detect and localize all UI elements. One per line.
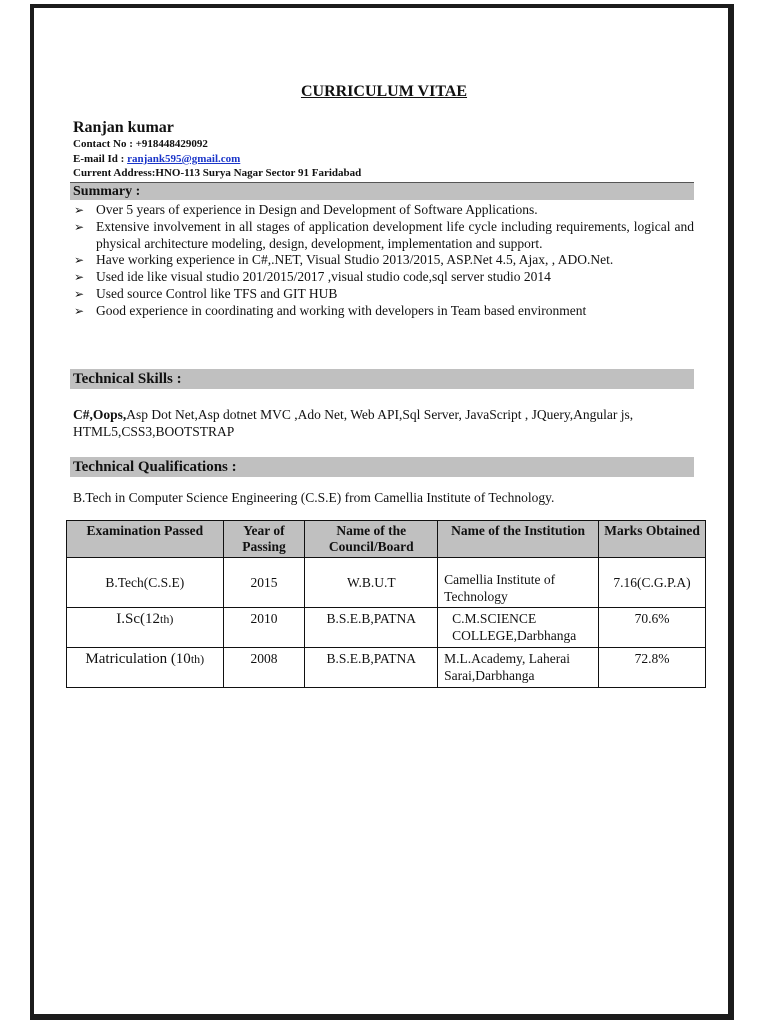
skills-rest: Asp Dot Net,Asp dotnet MVC ,Ado Net, Web API,Sql Server, JavaScript , JQuery,Angular js, HTML5,CSS3,BOOTSTRAP: [73, 407, 634, 439]
summary-list: [74, 202, 694, 320]
skills-text: [73, 406, 693, 440]
summary-heading: Summary :: [70, 182, 694, 200]
list-item: ➢ Have working experience in C#,.NET, Visual Studio 2013/2015, ASP.Net 4.5, Ajax, , ADO.Net.: [74, 252, 614, 268]
table-row: [67, 558, 706, 608]
skills-heading: Technical Skills :: [70, 369, 694, 389]
table-row: [67, 608, 706, 648]
arrow-bullet-icon: ➢: [74, 270, 85, 285]
contact-line: [73, 138, 208, 150]
email-label: E-mail Id :: [73, 153, 128, 165]
marks-cell: 72.8%: [599, 648, 706, 688]
list-item: ➢ Good experience in coordinating and working with developers in Team based environment: [74, 302, 587, 318]
exam-cell: B.Tech(C.S.E): [67, 558, 224, 608]
skills-bold-part: C#,Oops,: [73, 407, 127, 422]
board-cell: W.B.U.T: [305, 558, 438, 608]
address-value: HNO-113 Surya Nagar Sector 91 Faridabad: [155, 167, 362, 179]
institution-cell: C.M.SCIENCE COLLEGE,Darbhanga: [438, 608, 599, 648]
email-line: [73, 153, 240, 165]
arrow-bullet-icon: ➢: [74, 286, 85, 301]
document-title: CURRICULUM VITAE: [300, 83, 468, 100]
list-item: ➢ Extensive involvement in all stages of application development life cycle including requirements, logical and physical architecture modeling, design, development, implementation and support.: [74, 218, 694, 251]
list-item: ➢ Used source Control like TFS and GIT HUB: [74, 285, 338, 301]
year-cell: 2008: [223, 648, 305, 688]
arrow-bullet-icon: ➢: [74, 219, 85, 234]
table-row: [67, 648, 706, 688]
contact-value: +918448429092: [135, 138, 208, 150]
address-line: [73, 167, 361, 179]
contact-label: Contact No :: [73, 138, 136, 150]
board-cell: B.S.E.B,PATNA: [305, 608, 438, 648]
column-header: Name of the Council/Board: [305, 521, 438, 558]
candidate-name: Ranjan kumar: [73, 119, 174, 136]
exam-cell: Matriculation (10th): [67, 648, 224, 688]
exam-cell: I.Sc(12th): [67, 608, 224, 648]
email-link[interactable]: ranjank595@gmail.com: [127, 153, 241, 165]
qualifications-table: [66, 520, 706, 688]
column-header: Name of the Institution: [438, 521, 599, 558]
institution-cell: Camellia Institute of Technology: [438, 558, 599, 608]
arrow-bullet-icon: ➢: [74, 203, 85, 217]
list-item: ➢ Over 5 years of experience in Design and Development of Software Applications.: [74, 202, 538, 217]
qualifications-heading: Technical Qualifications :: [70, 457, 694, 477]
year-cell: 2015: [223, 558, 305, 608]
arrow-bullet-icon: ➢: [74, 253, 85, 268]
column-header: Year of Passing: [223, 521, 305, 558]
column-header: Marks Obtained: [599, 521, 706, 558]
list-item: ➢ Used ide like visual studio 201/2015/2017 ,visual studio code,sql server studio 2014: [74, 269, 551, 285]
address-label: Current Address:: [73, 167, 156, 179]
table-header-row: [67, 521, 706, 558]
marks-cell: 7.16(C.G.P.A): [599, 558, 706, 608]
marks-cell: 70.6%: [599, 608, 706, 648]
arrow-bullet-icon: ➢: [74, 303, 85, 318]
qualifications-intro: B.Tech in Computer Science Engineering (C.S.E) from Camellia Institute of Technology.: [73, 490, 555, 505]
board-cell: B.S.E.B,PATNA: [305, 648, 438, 688]
institution-cell: M.L.Academy, Laherai Sarai,Darbhanga: [438, 648, 599, 688]
column-header: Examination Passed: [67, 521, 224, 558]
year-cell: 2010: [223, 608, 305, 648]
